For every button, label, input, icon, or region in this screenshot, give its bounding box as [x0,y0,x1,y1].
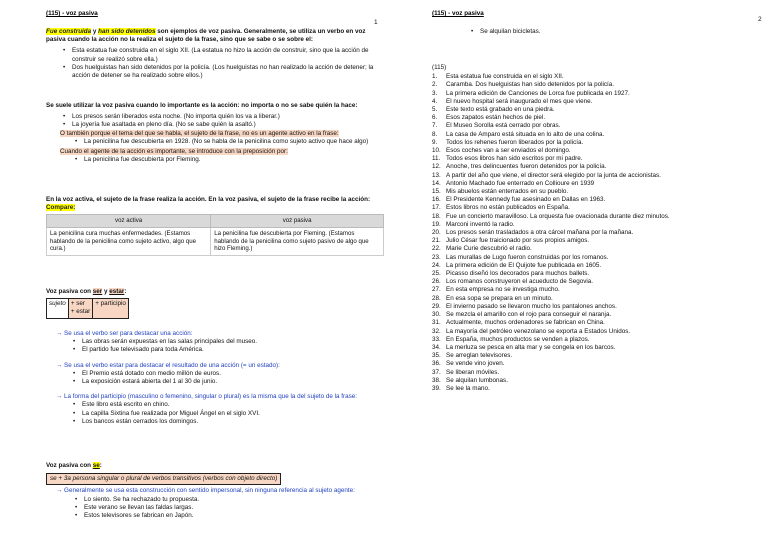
exercise-item [432,147,768,155]
rule-4-list [72,496,382,521]
exercise-item [432,344,768,352]
exercise-number: 6. [432,114,438,122]
exercise-number: 7. [432,122,438,130]
exercise-text: Marconi inventó la radio. [446,220,515,228]
exercise-item [432,245,768,253]
exercise-item [432,254,768,262]
exercise-item [432,369,768,377]
intro-list [60,47,380,80]
exercise-item [432,90,768,98]
exercise-number: 25. [432,270,441,278]
exercise-item [432,295,768,303]
note-1-list [72,138,380,146]
rule-4: → Generalmente se usa esta construcción con sentido impersonal, sin ninguna referencia al sujeto agente: [56,487,355,495]
formula-sujeto: sujeto [46,298,69,318]
exercise-number: 26. [432,278,441,286]
exercise-number: 23. [432,253,441,261]
exercise-text: A partir del año que viene, el director será elegido por la junta de accionistas. [446,171,661,179]
exercise-number: 2. [432,81,438,89]
exercise-item [432,98,768,106]
exercise-item [432,163,768,171]
exercise-item [432,81,768,89]
exercise-item [432,311,768,319]
exercise-text: Se vende vino joven. [446,360,505,368]
exercise-text: Los romanos construyeron el acueducto de Segovia. [446,278,594,286]
exercise-item [432,172,768,180]
list-item: • El Premio está dotado con medio millón de euros. [70,370,382,378]
exercise-item [432,286,768,294]
intro-section [46,28,380,80]
exercise-number: 3. [432,89,438,97]
exercise-item [432,377,768,385]
exercise-item [432,221,768,229]
exercise-number: 8. [432,130,438,138]
rule-3-list [70,401,382,426]
exercise-text: Mis abuelos están enterrados en su pueblo. [446,188,569,196]
table-header: voz activa [47,215,211,228]
exercise-number: 14. [432,179,441,187]
highlight-fue-construida: Fue construida [46,28,92,35]
exercise-text: La casa de Amparo está situada en lo alto de una colina. [446,130,605,138]
table-cell: La penicilina fue descubierta por Fleming. (Estamos hablando de la penicilina como sujeto pasivo de algo que hizo Fleming.) [211,228,384,256]
exercise-item [432,131,768,139]
rule-2-list [70,370,382,386]
exercise-text: El nuevo hospital será inaugurado el mes que viene. [446,97,593,105]
exercise-number: 34. [432,343,441,351]
exercise-number: 28. [432,294,441,302]
exercise-text: Se lee la mano. [446,384,490,392]
exercise-item [432,303,768,311]
exercise-number: 22. [432,245,441,253]
exercise-number: 35. [432,352,441,360]
exercise-item [432,204,768,212]
intro-paragraph: Fue construida y han sido detenidos son ejemplos de voz pasiva. Generalmente, se utiliza un verbo en voz pasiva cuando la acción no la realiza el sujeto de la frase, sino que se sabe o se sobre el: [46,28,366,44]
exercise-section [432,64,768,393]
se-title: Voz pasiva con se: [46,462,102,469]
exercise-text: Las murallas de Lugo fueron construidas por los romanos. [446,253,609,261]
compare-table [46,214,384,255]
exercise-text: Se alquilan lumbonas. [446,376,508,384]
exercise-number: 33. [432,335,441,343]
exercise-text: La merluza se pesca en alta mar y se congela en los barcos. [446,343,616,351]
table-header: voz pasiva [211,215,384,228]
exercise-number: 16. [432,196,441,204]
page-header: (115) - voz pasiva [46,10,98,17]
exercise-item [432,139,768,147]
exercise-number: 36. [432,360,441,368]
exercise-number: 29. [432,302,441,310]
exercise-number: 10. [432,147,441,155]
exercise-text: Se arreglan televisores. [446,352,513,360]
exercise-text: En España, muchos productos se venden a plazos. [446,335,590,343]
exercise-number: 5. [432,106,438,114]
exercise-number: 1. [432,73,438,81]
exercise-item [432,180,768,188]
exercise-text: Se liberan móviles. [446,368,500,376]
exercise-text: Este texto está grabado en una piedra. [446,106,555,114]
exercise-text: En esta empresa no se investiga mucho. [446,286,560,294]
exercise-text: La primera edición de El Quijote fue publicada en 1605. [446,261,602,269]
exercise-item [432,196,768,204]
exercise-text: Anoche, tres delincuentes fueron detenidos por la policía. [446,163,607,171]
exercise-text: Marie Curie descubrió el radio. [446,245,532,253]
exercise-text: Esta estatua fue construida en el siglo XII. [446,73,564,81]
ser-estar-title: Voz pasiva con ser y estar: [46,288,127,295]
usage-list [60,113,380,129]
exercise-number: 20. [432,229,441,237]
list-item: • La capilla Sixtina fue realizada por Miguel Ángel en el siglo XVI. [70,410,382,418]
exercise-text: La primera edición de Canciones de Lorca fue publicada en 1927. [446,89,630,97]
exercise-text: Estos libros no están publicados en España. [446,204,570,212]
list-item: • Los presos serán liberados esta noche. (No importa quién los va a liberar.) [60,113,380,121]
exercise-item [432,278,768,286]
rule-3: → La forma del participio (masculino o femenino, singular o plural) es la misma que la del sujeto de la frase: [56,393,357,401]
exercise-text: Julio César fue traicionado por sus propios amigos. [446,237,590,245]
list-item: • La penicilina fue descubierta por Fleming. [72,156,380,164]
exercise-text: Caramba. Dos huelguistas han sido detenidos por la policía. [446,81,615,89]
exercise-text: Todos esos libros han sido escritos por mi padre. [446,155,583,163]
list-item: • Los bancos están cerrados los domingos. [70,418,382,426]
exercise-text: El invierno pasado se llevaron mucho los pantalones anchos. [446,302,617,310]
exercise-text: Se mezcla el amarillo con el rojo para conseguir el naranja. [446,311,612,319]
ser-estar-formula [46,298,382,318]
exercise-number: 31. [432,319,441,327]
exercise-item [432,213,768,221]
exercise-number: 11. [432,155,441,163]
ser-estar-section [46,288,382,319]
rule-1-list [70,338,382,354]
note-2: Cuando el agente de la acción es importante, se introduce con la preposición por: [60,148,288,156]
exercise-item [432,114,768,122]
list-item: • Este verano se llevan las faldas largas. [72,504,382,512]
note-1: O también porque el tema del que se habla, el sujeto de la frase, no es un agente activo en la frase: [60,129,339,137]
formula-participio: + participio [93,298,129,318]
list-item: • Esta estatua fue construida en el siglo XII. (La estatua no hizo la acción de construir, sino que la acción de construir se realizó sobre ella.) [60,47,380,63]
list-item: • La joyería fue asaltada en pleno día. (No se sabe quién la asaltó.) [60,121,380,129]
list-item: • Lo siento. Se ha rechazado tu propuesta. [72,496,382,504]
exercise-number: 37. [432,368,441,376]
exercise-number: 13. [432,171,441,179]
list-item: • La penicilina fue descubierta en 1928. (No se habla de la penicilina como sujeto activo que hace algo) [72,138,380,146]
usage-section [46,102,380,164]
list-item: • Se alquilan bicicletas. [468,28,758,36]
exercise-item [432,73,768,81]
exercise-item [432,336,768,344]
exercise-text: El Museo Sorolla está cerrado por obras. [446,122,561,130]
exercise-item [432,188,768,196]
compare-label: Compare: [46,204,76,212]
page-number: 1 [374,19,378,26]
exercise-number: 19. [432,220,441,228]
exercise-item [432,270,768,278]
exercise-item [432,106,768,114]
exercise-text: Fue un concierto maravilloso. La orquesta fue ovacionada durante diez minutos. [446,212,670,220]
exercise-item [432,237,768,245]
exercise-text: Esos coches van a ser enviados el domingo. [446,147,571,155]
exercise-header: (115) [432,64,447,71]
note-2-list [72,156,380,164]
page-number: 2 [758,16,762,23]
list-item: • Estos televisores se fabrican en Japón. [72,512,382,520]
list-item: • Dos huelguistas han sido detenidos por la policía. (Los huelguistas no han realizado la acción de detener; la acción de detener se ha realizado sobre ellos.) [60,64,380,80]
page-header: (115) - voz pasiva [432,10,484,17]
exercise-item [432,229,768,237]
exercise-number: 15. [432,188,441,196]
exercise-item [432,328,768,336]
exercise-number: 27. [432,286,441,294]
exercise-text: El Presidente Kennedy fue asesinado en Dallas en 1963. [446,196,606,204]
list-item: • El partido fue televisado para toda América. [70,346,382,354]
exercise-text: Esos zapatos están hechos de piel. [446,114,546,122]
exercise-number: 9. [432,138,438,146]
exercise-text: En esa sopa se prepara en un minuto. [446,294,553,302]
highlight-han-sido-detenidos: han sido detenidos [98,28,156,35]
exercise-item [432,155,768,163]
exercise-item [432,360,768,368]
se-formula: se + 3a persona singular o plural de verbos transitivos (verbos con objeto directo) [46,473,281,485]
exercise-text: Antonio Machado fue enterrado en Collioure en 1939 [446,179,595,187]
list-item: • La exposición estará abierta del 1 al 30 de junio. [70,378,382,386]
rules-section [56,330,382,426]
exercise-text: La mayoría del petróleo venezolano se exporta a Estados Unidos. [446,327,631,335]
top-list [468,28,758,36]
exercise-number: 4. [432,97,438,105]
exercise-number: 39. [432,384,441,392]
exercise-text: Actualmente, muchos ordenadores se fabrican en China. [446,319,605,327]
exercise-text: Los presos serán trasladados a otra cárcel mañana por la mañana. [446,229,634,237]
se-section [46,462,382,520]
list-item: • Este libro está escrito en chino. [70,401,382,409]
formula-verb: + ser + estar [69,298,93,318]
exercise-number: 21. [432,237,441,245]
list-item: • Las obras serán expuestas en las salas principales del museo. [70,338,382,346]
rule-2: → Se usa el verbo estar para destacar el resultado de una acción (= un estado): [56,361,280,369]
exercise-item [432,122,768,130]
table-cell: La penicilina cura muchas enfermedades. (Estamos hablando de la penicilina como sujeto activo, algo que cura.) [47,228,211,256]
exercise-text: Todos los rehenes fueron liberados por la policía. [446,138,584,146]
exercise-number: 17. [432,204,441,212]
rule-1: → Se usa el verbo ser para destacar una acción: [56,330,193,337]
page-1 [42,0,382,543]
exercise-number: 30. [432,311,441,319]
exercise-number: 24. [432,261,441,269]
exercise-number: 12. [432,163,441,171]
exercise-number: 38. [432,376,441,384]
exercise-text: Picasso diseñó los decorados para muchos ballets. [446,270,590,278]
exercise-number: 18. [432,212,441,220]
compare-paragraph: En la voz activa, el sujeto de la frase realiza la acción. En la voz pasiva, el sujeto de la frase recibe la acción: [46,196,371,203]
page-2 [428,0,768,543]
exercise-item [432,385,768,393]
exercise-list [432,73,768,393]
usage-paragraph: Se suele utilizar la voz pasiva cuando lo importante es la acción: no importa o no se sabe quién la hace: [46,102,358,109]
exercise-number: 32. [432,327,441,335]
exercise-item [432,352,768,360]
exercise-item [432,262,768,270]
exercise-item [432,319,768,327]
compare-section [46,196,382,256]
